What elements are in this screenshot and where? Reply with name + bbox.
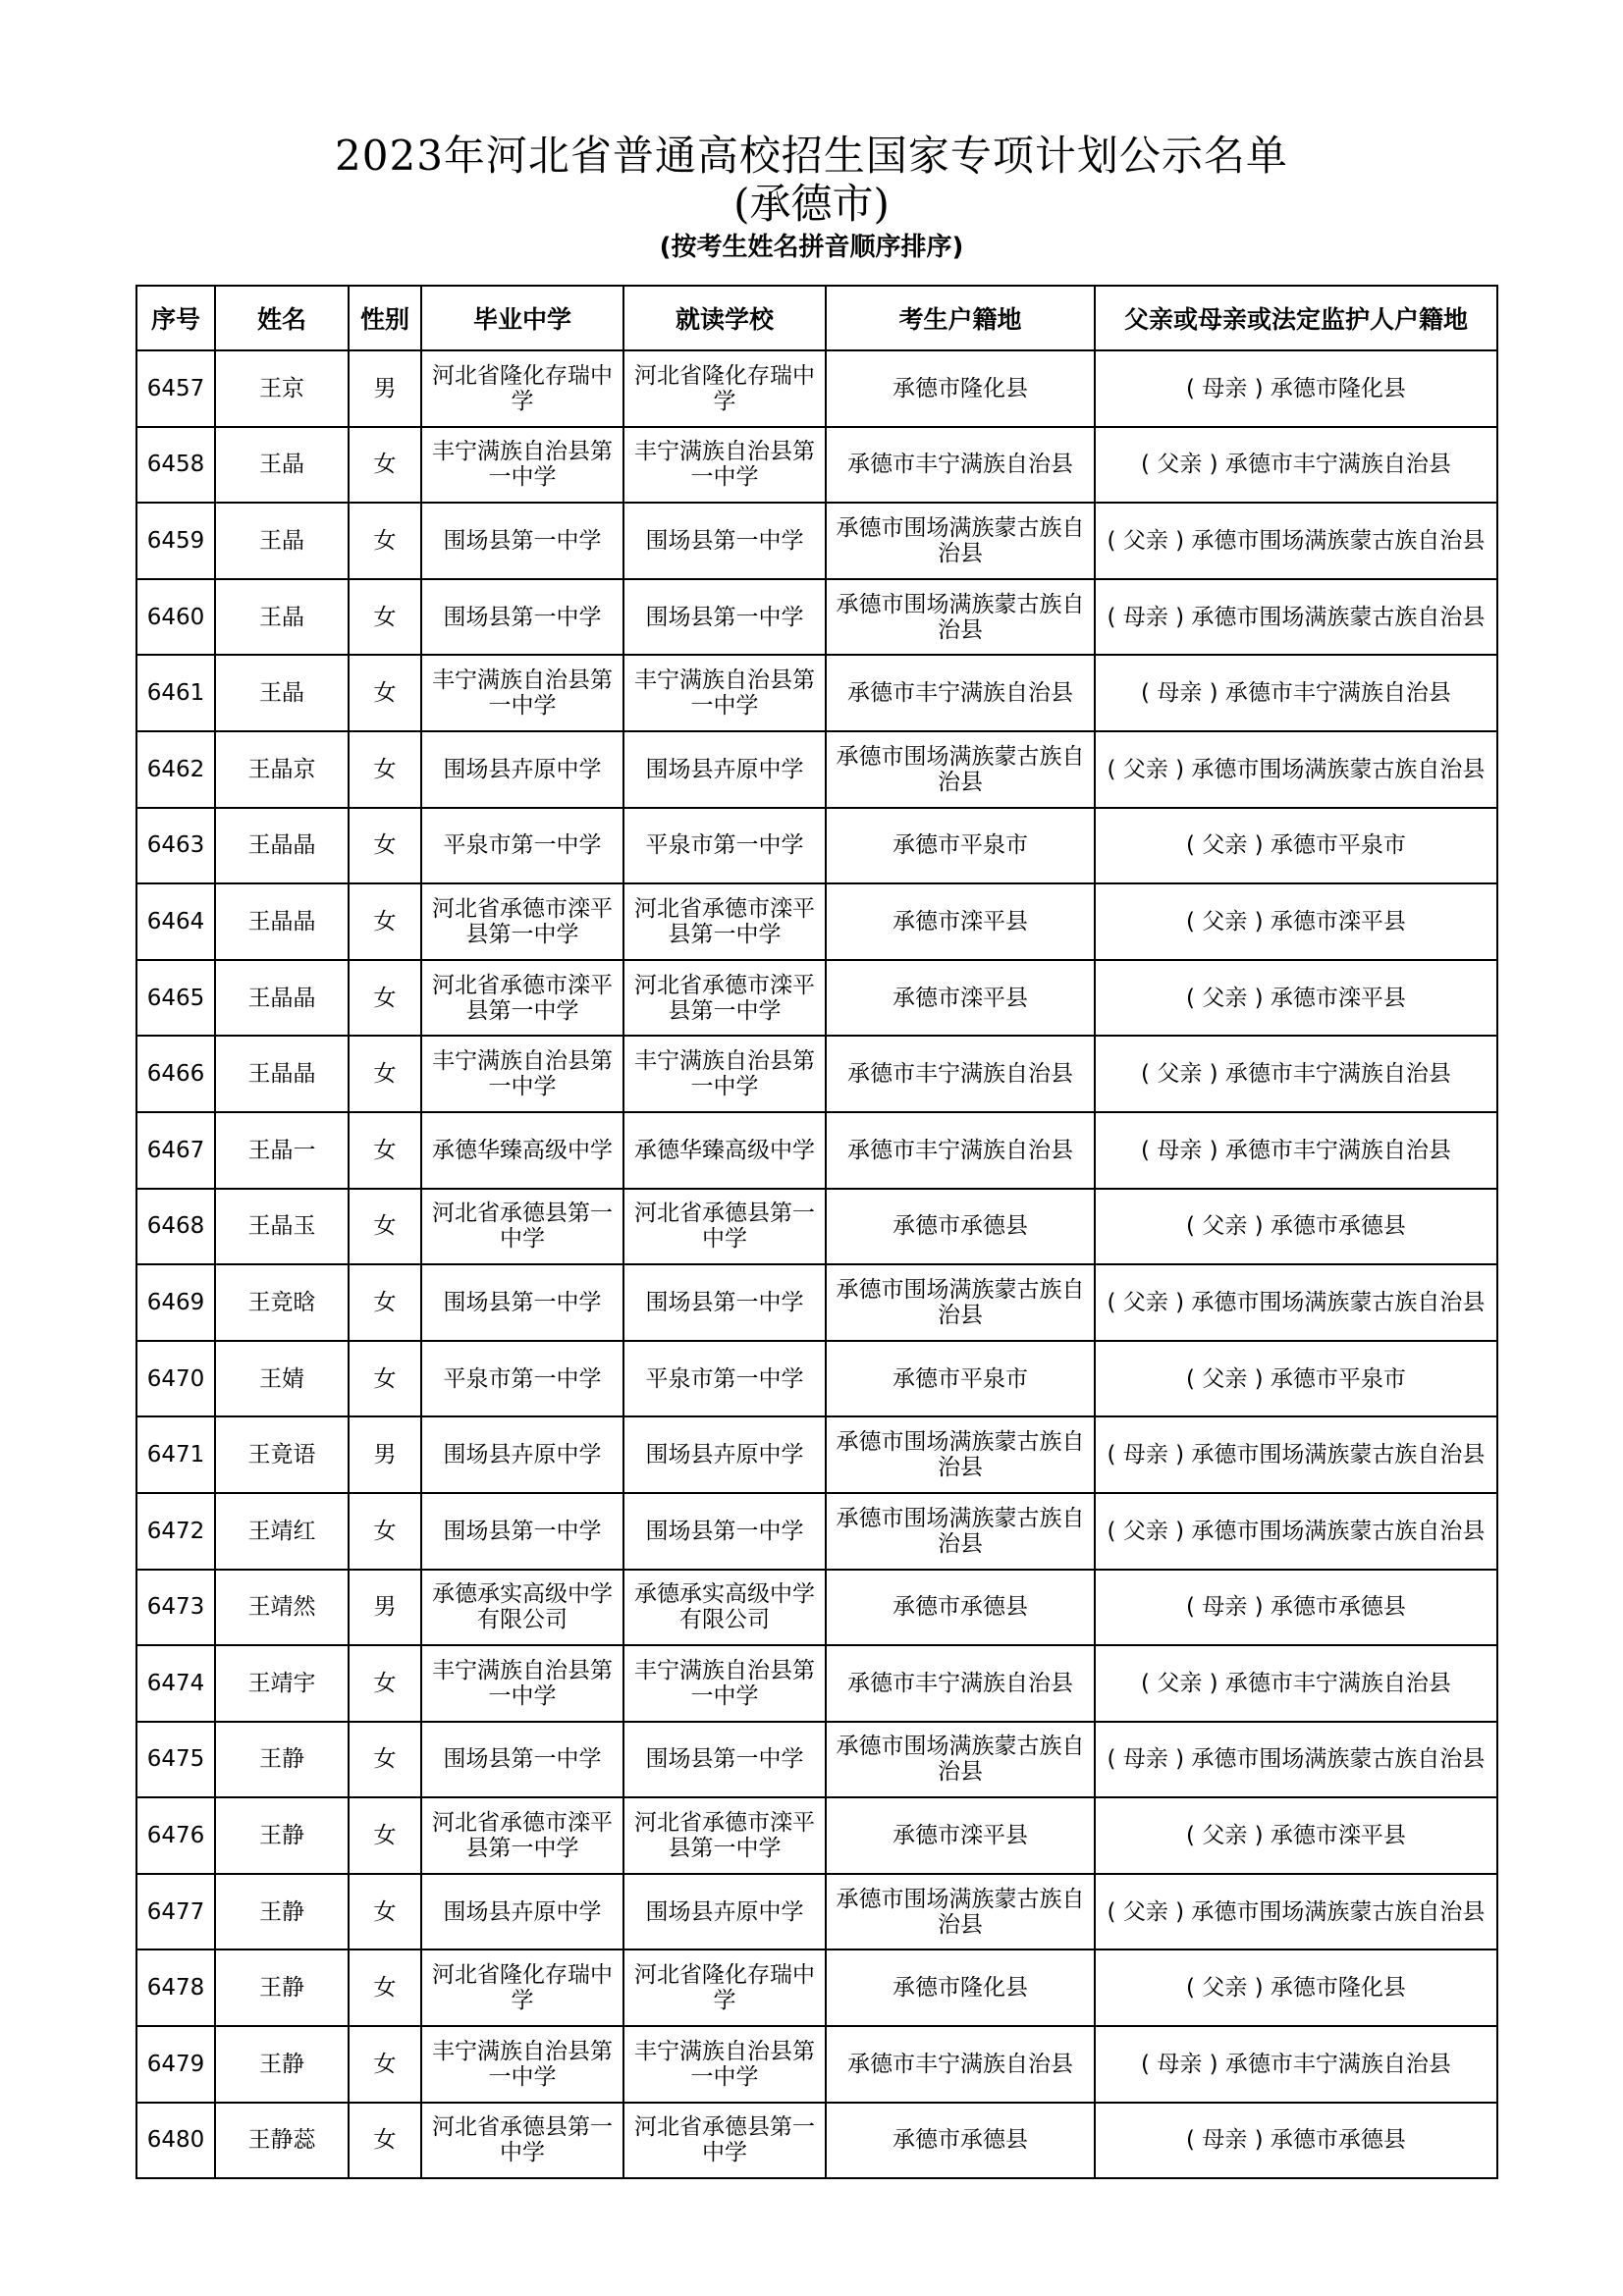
cell-gender: 女 [349,731,421,808]
cell-serial: 6477 [136,1874,215,1950]
cell-current-school: 平泉市第一中学 [623,1341,826,1417]
table-row [136,1949,1497,2026]
table-row [136,427,1497,504]
roster-table [135,285,1498,2179]
cell-guardian-residence: ( 父亲 ) 承德市平泉市 [1095,808,1497,884]
table-row [136,1493,1497,1570]
table-row [136,503,1497,579]
cell-student-residence: 承德市围场满族蒙古族自治县 [826,1264,1095,1341]
cell-serial: 6458 [136,427,215,504]
cell-serial: 6475 [136,1722,215,1798]
cell-name: 王晶一 [215,1112,349,1189]
cell-student-residence: 承德市丰宁满族自治县 [826,1036,1095,1112]
cell-name: 王竞晗 [215,1264,349,1341]
cell-serial: 6478 [136,1949,215,2026]
cell-name: 王静 [215,1722,349,1798]
cell-current-school: 围场县第一中学 [623,579,826,656]
cell-gender: 女 [349,960,421,1037]
cell-graduated-school: 丰宁满族自治县第一中学 [421,1036,623,1112]
cell-current-school: 承德华臻高级中学 [623,1112,826,1189]
cell-graduated-school: 平泉市第一中学 [421,1341,623,1417]
cell-name: 王静 [215,2026,349,2103]
cell-gender: 男 [349,1570,421,1646]
table-row [136,579,1497,656]
table-row [136,1416,1497,1493]
cell-current-school: 围场县第一中学 [623,503,826,579]
cell-guardian-residence: ( 母亲 ) 承德市隆化县 [1095,350,1497,427]
cell-current-school: 围场县第一中学 [623,1493,826,1570]
cell-student-residence: 承德市丰宁满族自治县 [826,427,1095,504]
cell-current-school: 平泉市第一中学 [623,808,826,884]
table-row [136,1036,1497,1112]
cell-graduated-school: 承德华臻高级中学 [421,1112,623,1189]
cell-student-residence: 承德市平泉市 [826,808,1095,884]
table-row [136,883,1497,960]
cell-student-residence: 承德市平泉市 [826,1341,1095,1417]
cell-guardian-residence: ( 母亲 ) 承德市丰宁满族自治县 [1095,2026,1497,2103]
table-row [136,731,1497,808]
cell-gender: 女 [349,1874,421,1950]
cell-name: 王婧 [215,1341,349,1417]
cell-student-residence: 承德市丰宁满族自治县 [826,1112,1095,1189]
cell-gender: 女 [349,1797,421,1874]
cell-current-school: 丰宁满族自治县第一中学 [623,427,826,504]
cell-graduated-school: 围场县卉原中学 [421,1874,623,1950]
document-title: 2023年河北省普通高校招生国家专项计划公示名单 [335,132,1288,180]
cell-student-residence: 承德市滦平县 [826,883,1095,960]
cell-guardian-residence: ( 父亲 ) 承德市丰宁满族自治县 [1095,1036,1497,1112]
cell-student-residence: 承德市围场满族蒙古族自治县 [826,731,1095,808]
table-header-row [136,286,1497,350]
cell-student-residence: 承德市承德县 [826,2103,1095,2179]
cell-current-school: 围场县卉原中学 [623,731,826,808]
table-row [136,1722,1497,1798]
table-row [136,1874,1497,1950]
cell-serial: 6471 [136,1416,215,1493]
cell-current-school: 丰宁满族自治县第一中学 [623,2026,826,2103]
cell-name: 王晶晶 [215,883,349,960]
cell-gender: 女 [349,883,421,960]
cell-name: 王晶京 [215,731,349,808]
column-header-student-residence: 考生户籍地 [826,286,1095,350]
table-row [136,1797,1497,1874]
cell-gender: 女 [349,808,421,884]
cell-serial: 6461 [136,655,215,731]
column-header-name: 姓名 [215,286,349,350]
cell-serial: 6457 [136,350,215,427]
cell-name: 王晶晶 [215,960,349,1037]
cell-gender: 男 [349,1416,421,1493]
cell-current-school: 河北省隆化存瑞中学 [623,1949,826,2026]
cell-student-residence: 承德市丰宁满族自治县 [826,1645,1095,1722]
cell-guardian-residence: ( 父亲 ) 承德市围场满族蒙古族自治县 [1095,731,1497,808]
cell-graduated-school: 平泉市第一中学 [421,808,623,884]
cell-student-residence: 承德市隆化县 [826,350,1095,427]
cell-serial: 6463 [136,808,215,884]
cell-serial: 6476 [136,1797,215,1874]
cell-graduated-school: 河北省承德市滦平县第一中学 [421,1797,623,1874]
cell-gender: 女 [349,1341,421,1417]
table-row [136,1570,1497,1646]
cell-gender: 女 [349,1493,421,1570]
cell-gender: 女 [349,579,421,656]
cell-guardian-residence: ( 父亲 ) 承德市滦平县 [1095,960,1497,1037]
cell-graduated-school: 围场县第一中学 [421,579,623,656]
cell-student-residence: 承德市围场满族蒙古族自治县 [826,1416,1095,1493]
column-header-graduated-school: 毕业中学 [421,286,623,350]
cell-gender: 女 [349,1722,421,1798]
cell-guardian-residence: ( 父亲 ) 承德市围场满族蒙古族自治县 [1095,503,1497,579]
table-row [136,655,1497,731]
cell-current-school: 围场县第一中学 [623,1722,826,1798]
cell-gender: 女 [349,1949,421,2026]
cell-serial: 6462 [136,731,215,808]
cell-student-residence: 承德市丰宁满族自治县 [826,655,1095,731]
cell-name: 王静 [215,1797,349,1874]
cell-gender: 女 [349,2026,421,2103]
cell-current-school: 河北省承德县第一中学 [623,1189,826,1265]
cell-guardian-residence: ( 父亲 ) 承德市丰宁满族自治县 [1095,427,1497,504]
cell-name: 王晶 [215,579,349,656]
cell-name: 王京 [215,350,349,427]
table-row [136,1264,1497,1341]
cell-serial: 6466 [136,1036,215,1112]
column-header-serial: 序号 [136,286,215,350]
cell-graduated-school: 围场县第一中学 [421,1264,623,1341]
cell-gender: 女 [349,655,421,731]
cell-gender: 女 [349,1189,421,1265]
cell-gender: 女 [349,1036,421,1112]
cell-serial: 6473 [136,1570,215,1646]
cell-guardian-residence: ( 母亲 ) 承德市围场满族蒙古族自治县 [1095,1722,1497,1798]
cell-name: 王靖宇 [215,1645,349,1722]
cell-name: 王晶 [215,655,349,731]
cell-graduated-school: 河北省隆化存瑞中学 [421,1949,623,2026]
cell-graduated-school: 围场县卉原中学 [421,731,623,808]
cell-name: 王靖然 [215,1570,349,1646]
cell-student-residence: 承德市围场满族蒙古族自治县 [826,579,1095,656]
cell-guardian-residence: ( 父亲 ) 承德市承德县 [1095,1189,1497,1265]
cell-student-residence: 承德市围场满族蒙古族自治县 [826,503,1095,579]
cell-gender: 女 [349,1112,421,1189]
cell-guardian-residence: ( 母亲 ) 承德市丰宁满族自治县 [1095,1112,1497,1189]
cell-serial: 6470 [136,1341,215,1417]
cell-graduated-school: 河北省承德市滦平县第一中学 [421,960,623,1037]
cell-graduated-school: 围场县第一中学 [421,1493,623,1570]
cell-serial: 6459 [136,503,215,579]
cell-graduated-school: 河北省隆化存瑞中学 [421,350,623,427]
cell-student-residence: 承德市丰宁满族自治县 [826,2026,1095,2103]
cell-serial: 6474 [136,1645,215,1722]
table-row [136,1645,1497,1722]
cell-name: 王晶 [215,503,349,579]
table-row [136,2026,1497,2103]
cell-guardian-residence: ( 父亲 ) 承德市丰宁满族自治县 [1095,1645,1497,1722]
cell-gender: 女 [349,2103,421,2179]
cell-serial: 6480 [136,2103,215,2179]
cell-gender: 女 [349,1264,421,1341]
cell-name: 王晶晶 [215,1036,349,1112]
cell-serial: 6479 [136,2026,215,2103]
cell-current-school: 围场县第一中学 [623,1264,826,1341]
cell-graduated-school: 丰宁满族自治县第一中学 [421,2026,623,2103]
column-header-gender: 性别 [349,286,421,350]
table-row [136,1189,1497,1265]
cell-name: 王静 [215,1874,349,1950]
cell-name: 王晶 [215,427,349,504]
cell-gender: 女 [349,503,421,579]
cell-guardian-residence: ( 母亲 ) 承德市围场满族蒙古族自治县 [1095,579,1497,656]
cell-current-school: 河北省承德县第一中学 [623,2103,826,2179]
cell-graduated-school: 围场县第一中学 [421,503,623,579]
cell-student-residence: 承德市隆化县 [826,1949,1095,2026]
sort-note: (按考生姓名拼音顺序排序) [659,233,964,262]
cell-serial: 6469 [136,1264,215,1341]
cell-current-school: 围场县卉原中学 [623,1874,826,1950]
table-body [136,350,1497,2178]
cell-graduated-school: 丰宁满族自治县第一中学 [421,1645,623,1722]
cell-graduated-school: 围场县第一中学 [421,1722,623,1798]
cell-current-school: 河北省承德市滦平县第一中学 [623,960,826,1037]
cell-graduated-school: 河北省承德县第一中学 [421,1189,623,1265]
cell-name: 王晶玉 [215,1189,349,1265]
cell-serial: 6467 [136,1112,215,1189]
cell-serial: 6464 [136,883,215,960]
cell-guardian-residence: ( 母亲 ) 承德市承德县 [1095,1570,1497,1646]
cell-student-residence: 承德市承德县 [826,1570,1095,1646]
cell-name: 王靖红 [215,1493,349,1570]
cell-guardian-residence: ( 父亲 ) 承德市滦平县 [1095,883,1497,960]
cell-guardian-residence: ( 父亲 ) 承德市平泉市 [1095,1341,1497,1417]
cell-serial: 6465 [136,960,215,1037]
cell-guardian-residence: ( 父亲 ) 承德市围场满族蒙古族自治县 [1095,1493,1497,1570]
cell-name: 王静蕊 [215,2103,349,2179]
cell-gender: 女 [349,427,421,504]
cell-graduated-school: 承德承实高级中学有限公司 [421,1570,623,1646]
cell-graduated-school: 河北省承德市滦平县第一中学 [421,883,623,960]
table-row [136,960,1497,1037]
cell-graduated-school: 丰宁满族自治县第一中学 [421,655,623,731]
cell-current-school: 丰宁满族自治县第一中学 [623,1036,826,1112]
cell-current-school: 河北省承德市滦平县第一中学 [623,883,826,960]
cell-name: 王静 [215,1949,349,2026]
cell-student-residence: 承德市围场满族蒙古族自治县 [826,1722,1095,1798]
cell-guardian-residence: ( 母亲 ) 承德市围场满族蒙古族自治县 [1095,1416,1497,1493]
cell-student-residence: 承德市围场满族蒙古族自治县 [826,1874,1095,1950]
document-header [0,132,1623,267]
cell-student-residence: 承德市承德县 [826,1189,1095,1265]
cell-gender: 男 [349,350,421,427]
cell-serial: 6472 [136,1493,215,1570]
cell-guardian-residence: ( 母亲 ) 承德市丰宁满族自治县 [1095,655,1497,731]
table-row [136,350,1497,427]
cell-guardian-residence: ( 母亲 ) 承德市承德县 [1095,2103,1497,2179]
cell-student-residence: 承德市围场满族蒙古族自治县 [826,1493,1095,1570]
cell-guardian-residence: ( 父亲 ) 承德市滦平县 [1095,1797,1497,1874]
cell-guardian-residence: ( 父亲 ) 承德市隆化县 [1095,1949,1497,2026]
cell-current-school: 承德承实高级中学有限公司 [623,1570,826,1646]
table-row [136,808,1497,884]
cell-serial: 6468 [136,1189,215,1265]
cell-current-school: 围场县卉原中学 [623,1416,826,1493]
cell-name: 王竟语 [215,1416,349,1493]
cell-name: 王晶晶 [215,808,349,884]
cell-graduated-school: 丰宁满族自治县第一中学 [421,427,623,504]
table-row [136,1112,1497,1189]
cell-current-school: 丰宁满族自治县第一中学 [623,1645,826,1722]
cell-student-residence: 承德市滦平县 [826,1797,1095,1874]
cell-serial: 6460 [136,579,215,656]
document-subtitle: (承德市) [733,180,890,228]
cell-gender: 女 [349,1645,421,1722]
cell-current-school: 丰宁满族自治县第一中学 [623,655,826,731]
column-header-current-school: 就读学校 [623,286,826,350]
cell-graduated-school: 围场县卉原中学 [421,1416,623,1493]
table-row [136,1341,1497,1417]
cell-student-residence: 承德市滦平县 [826,960,1095,1037]
cell-graduated-school: 河北省承德县第一中学 [421,2103,623,2179]
cell-current-school: 河北省承德市滦平县第一中学 [623,1797,826,1874]
cell-current-school: 河北省隆化存瑞中学 [623,350,826,427]
column-header-guardian-residence: 父亲或母亲或法定监护人户籍地 [1095,286,1497,350]
cell-guardian-residence: ( 父亲 ) 承德市围场满族蒙古族自治县 [1095,1264,1497,1341]
cell-guardian-residence: ( 父亲 ) 承德市围场满族蒙古族自治县 [1095,1874,1497,1950]
table-row [136,2103,1497,2179]
